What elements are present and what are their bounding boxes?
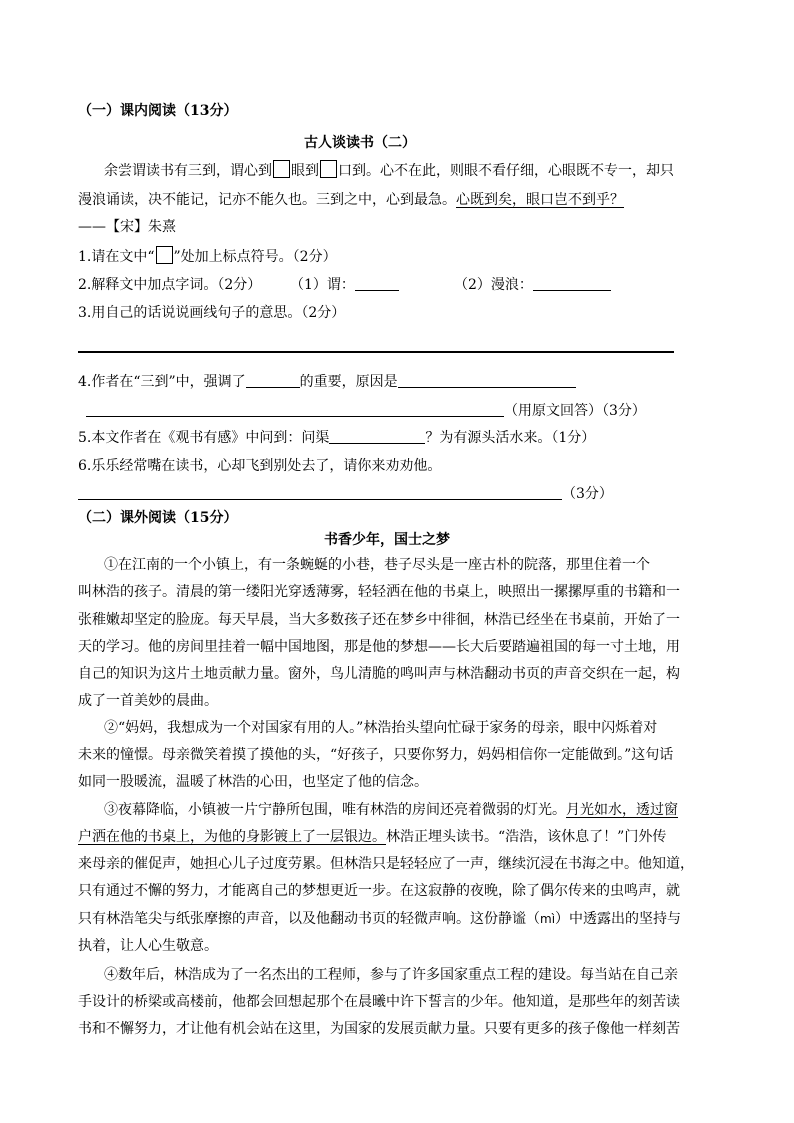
article-line-p3-2: 户洒在他的书桌上，为他的身影镀上了一层银边。林浩正埋头读书。“浩浩，该休息了！”门外传 <box>78 829 667 845</box>
question-4-line-2: （用原文回答）（3分） <box>86 401 646 421</box>
article-line: ①在江南的一个小镇上，有一条蜿蜒的小巷，巷子尽头是一座古朴的院落，那里住着一个 <box>104 557 650 573</box>
article-line: ④数年后，林浩成为了一名杰出的工程师，参与了许多国家重点工程的建设。每当站在自己亲 <box>104 967 678 983</box>
section1-title: 古人谈读书（二） <box>304 135 416 151</box>
article-line-p3-1: ③夜幕降临，小镇被一片宁静所包围，唯有林浩的房间还亮着微弱的灯光。月光如水，透过窗 <box>104 802 678 818</box>
underlined-sentence-p3-cont: 户洒在他的书桌上，为他的身影镀上了一层银边。 <box>78 829 386 845</box>
article-line: 未来的憧憬。母亲微笑着摸了摸他的头，“好孩子，只要你努力，妈妈相信你一定能做到。”这句话 <box>78 747 674 763</box>
punctuation-box-2[interactable] <box>320 160 337 178</box>
question-2-part-2: （2）漫浪： <box>454 275 611 295</box>
article-line: 只有通过不懈的努力，才能离自己的梦想更近一步。在这寂静的夜晚，除了偶尔传来的虫鸣声，就 <box>78 883 680 899</box>
article-line: 手设计的桥梁或高楼前，他都会回想起那个在晨曦中许下誓言的少年。他知道，是那些年的刻苦读 <box>78 994 680 1010</box>
article-line: 天的学习。他的房间里挂着一幅中国地图，那是他的梦想——长大后要踏遍祖国的每一寸土地，用 <box>78 639 680 655</box>
question-6-answer: （3分） <box>78 484 613 504</box>
question-1: 1.请在文中“ ”处加上标点符号。（2分） <box>78 246 337 267</box>
article-line: 来母亲的催促声，她担心儿子过度劳累。但林浩只是轻轻应了一声，继续沉浸在书海之中。他知道， <box>78 856 694 872</box>
punctuation-box-1[interactable] <box>273 160 290 178</box>
underlined-sentence-p3: 月光如水，透过窗 <box>566 802 678 818</box>
article-line: 张稚嫩却坚定的脸庞。每天早晨，当大多数孩子还在梦乡中徘徊，林浩已经坐在书桌前，开始了一 <box>78 612 680 628</box>
article-line: 自己的知识为这片土地贡献力量。窗外，鸟儿清脆的鸣叫声与林浩翻动书页的声音交织在一起，构 <box>78 666 680 682</box>
article-line-p3-5: 只有林浩笔尖与纸张摩擦的声音，以及他翻动书页的轻微声响。这份静谧（mì）中透露出的坚持与 <box>78 911 682 927</box>
article-line: 执着，让人心生敬意。 <box>78 938 218 954</box>
answer-blank-q6[interactable] <box>78 485 562 500</box>
passage-source: ——【宋】朱熹 <box>78 219 176 235</box>
article-line: 叫林浩的孩子。清晨的第一缕阳光穿透薄雾，轻轻洒在他的书桌上，映照出一摞摞厚重的书籍和一 <box>78 584 680 600</box>
question-6: 6.乐乐经常嘴在读书，心却飞到别处去了，请你来劝劝他。 <box>78 458 442 474</box>
answer-blank-q4-2[interactable] <box>398 373 576 388</box>
question-1-box <box>156 246 173 264</box>
answer-blank-q4-1[interactable] <box>246 373 300 388</box>
pinyin-annotation: mì <box>540 912 556 926</box>
section1-heading: （一）课内阅读（13分） <box>78 103 238 119</box>
article-line: 成了一首美妙的晨曲。 <box>78 693 218 709</box>
answer-blank-q4-3[interactable] <box>86 402 504 417</box>
answer-blank-q2-1[interactable] <box>355 276 399 291</box>
question-3: 3.用自己的话说说画线句子的意思。（2分） <box>78 305 346 321</box>
passage-line-2: 漫浪诵读，决不能记，记亦不能久也。三到之中，心到最急。心既到矣，眼口岂不到乎？ <box>78 192 624 208</box>
passage-line-1: 余尝谓读书有三到，谓心到 眼到 口到。心不在此，则眼不看仔细，心眼既不专一，却只 <box>104 160 674 181</box>
section2-title: 书香少年，国士之梦 <box>324 532 450 548</box>
article-line: 如同一股暖流，温暖了林浩的心田，也坚定了他的信念。 <box>78 774 428 790</box>
question-2: 2.解释文中加点字词。（2分） <box>78 277 262 293</box>
article-line: ②“妈妈，我想成为一个对国家有用的人。”林浩抬头望向忙碌于家务的母亲，眼中闪烁着对 <box>104 720 658 736</box>
question-5: 5.本文作者在《观书有感》中问到：问渠 ？为有源头活水来。（1分） <box>78 430 596 446</box>
underlined-sentence: 心既到矣，眼口岂不到乎？ <box>456 192 624 208</box>
answer-blank-q2-2[interactable] <box>533 276 611 291</box>
question-4: 4.作者在“三到”中，强调了 的重要，原因是 <box>78 372 576 392</box>
article-line: 书和不懈努力，才让他有机会站在这里，为国家的发展贡献力量。只要有更多的孩子像他一样刻苦 <box>78 1021 680 1037</box>
section2-heading: （二）课外阅读（15分） <box>78 510 238 526</box>
answer-blank-q5[interactable] <box>329 429 425 444</box>
question-2-part-1: （1）谓： <box>290 275 399 295</box>
answer-line-q3[interactable] <box>78 351 674 353</box>
